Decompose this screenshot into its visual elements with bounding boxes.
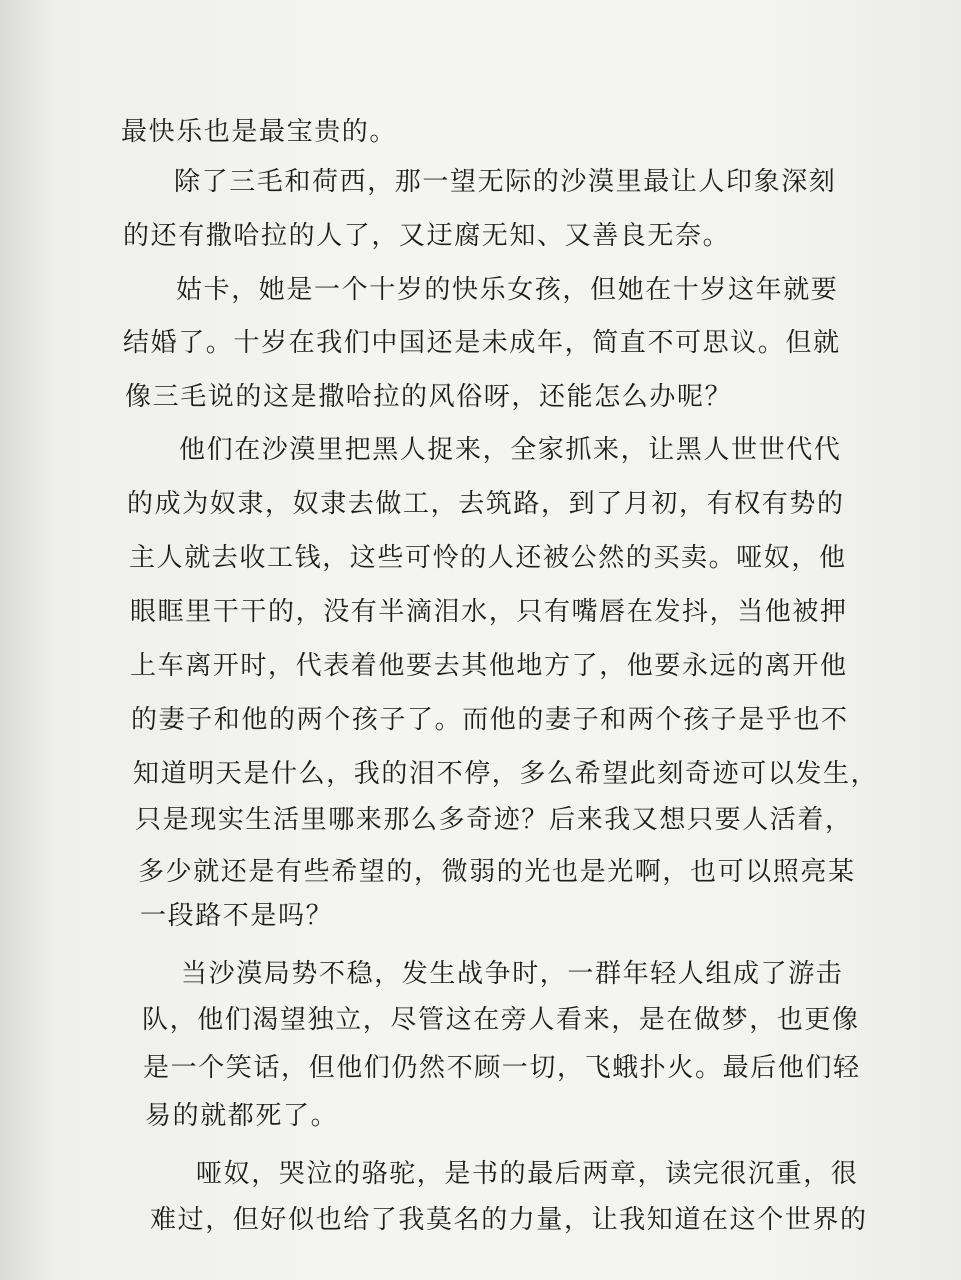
text-line: 只是现实生活里哪来那么多奇迹？后来我又想只要人活着， — [135, 805, 853, 835]
text-line: 易的就都死了。 — [145, 1101, 339, 1131]
text-line: 眼眶里干干的，没有半滴泪水，只有嘴唇在发抖，当他被押 — [130, 597, 848, 627]
text-line: 的还有撒哈拉的人了，又迂腐无知、又善良无奈。 — [123, 221, 731, 251]
text-line: 姑卡，她是一个十岁的快乐女孩，但她在十岁这年就要 — [176, 275, 839, 305]
text-line: 的妻子和他的两个孩子了。而他的妻子和两个孩子是乎也不 — [131, 705, 849, 735]
text-line: 主人就去收工钱，这些可怜的人还被公然的买卖。哑奴，他 — [129, 543, 847, 573]
text-line: 像三毛说的这是撒哈拉的风俗呀，还能怎么办呢？ — [125, 382, 733, 412]
text-line: 队，他们渴望独立，尽管这在旁人看来，是在做梦，也更像 — [142, 1005, 860, 1035]
text-line: 是一个笑话，但他们仍然不顾一切，飞蛾扑火。最后他们轻 — [143, 1053, 861, 1083]
text-line: 上车离开时，代表着他要去其他地方了，他要永远的离开他 — [130, 651, 848, 681]
text-line: 难过，但好似也给了我莫名的力量，让我知道在这个世界的 — [150, 1205, 868, 1235]
text-line: 的成为奴隶，奴隶去做工，去筑路，到了月初，有权有势的 — [127, 489, 845, 519]
text-line: 他们在沙漠里把黑人捉来，全家抓来，让黑人世世代代 — [179, 435, 842, 465]
text-line: 一段路不是吗？ — [140, 901, 334, 931]
text-line: 最快乐也是最宝贵的。 — [121, 117, 398, 147]
text-line: 当沙漠局势不稳，发生战争时，一群年轻人组成了游击 — [181, 959, 844, 989]
text-line: 知道明天是什么，我的泪不停，多么希望此刻奇迹可以发生， — [133, 759, 879, 789]
text-line: 结婚了。十岁在我们中国还是未成年，简直不可思议。但就 — [123, 328, 841, 358]
text-line: 哑奴，哭泣的骆驼，是书的最后两章，读完很沉重，很 — [196, 1159, 859, 1189]
text-line: 除了三毛和荷西，那一望无际的沙漠里最让人印象深刻 — [174, 167, 837, 197]
text-line: 多少就还是有些希望的，微弱的光也是光啊，也可以照亮某 — [138, 857, 856, 887]
